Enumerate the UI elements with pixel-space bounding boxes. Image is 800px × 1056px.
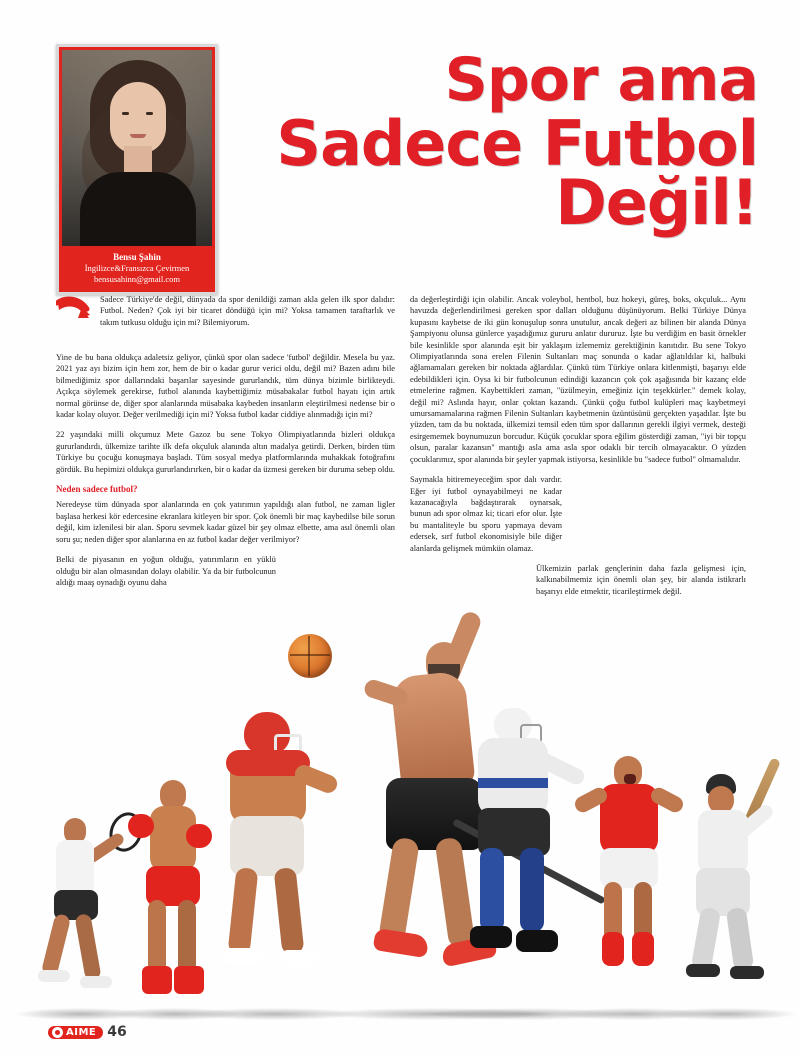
- author-block: [56, 44, 218, 295]
- title-line-2: Sadece Futbol Değil!: [276, 106, 758, 240]
- author-photo: [62, 50, 212, 246]
- paragraph: Sadece Türkiye'de değil, dünyada da spor denildiği zaman akla gelen ilk spor dalıdır: Futbol. Neden? Çok iyi bir ticaret döndüğü için mi? Yoksa tamamen taraftarlık ve takım tutkusu olduğu için mi? Bilemiyorum.: [100, 295, 395, 327]
- title-line-1: Spor ama: [444, 45, 758, 115]
- article-right-column: [410, 294, 746, 606]
- american-football-player-figure: [196, 712, 346, 1012]
- paragraph: Ülkemizin parlak gençlerinin daha fazla gelişmesi için, kalkınabilmemiz için önemli olan şey, bir alanda istikrarlı başarıyı elde etmektir, ticarileştirmek değil.: [536, 563, 746, 596]
- boxer-figure: [120, 780, 228, 1010]
- basketball-icon: [288, 634, 332, 678]
- paragraph: da değerleştirdiği için olabilir. Ancak voleybol, hentbol, buz hokeyi, güreş, boks, okçuluk... Aynı havuzda değerlendirilmesi gereken spor dalları olduğunu düşünüyorum. Belki Türkiye Dünya kupasını kaybetse de iki gün konuşulup sonra unutulur, ancak değeri az bilinen bir alanda Dünya Şampiyonu olunsa günlerce yaşadığımız gururu anlatır dururuz. İşte bu verdiğim en basit örnekler bile kesinlikle spor alanında eşit bir yaklaşım izlememiz gerektiğinin kanıtıdır. Bu sene Tokyo Olimpiyatlarında sona erelen Filenin Sultanları maç sonunda o kadar ağlatıldılar ki, halbuki ağlamamaları gereken bir noktada ağlardılar. Çünkü tüm Türkiye onlara kitlenmişti, başarıyı elde edebildikleri için. Oysa ki bir futbolcunun edindiği kazancın çok çok aşağısında bir kazanç elde etmelerine rağmen. Kaybettikleri zaman, "üzülmeyin, emeğiniz için teşekkürler." demek kolay, değil mi? Aslında hayır, onlar çoktan kazandı. Çünkü çoğu futbol kulüpleri maç kaybetmeyi umursamamalarına rağmen Filenin Sultanları kaybetmenin üzüntüsünü gerçekten yaşadılar. İşte bu yüzden, tam da bu noktada, ülkemizi temsil eden tüm spor dallarının gerekli ilgiyi vermek, desteği esirgememek boynumuzun borcudur. Küçük çocuklar spora eğilim gösterdiği zaman, "iyi bir topçu olsun, paralar kazansın" mantığı asla ama asla spor odaklı bir tercih olmayacaktır. O yüzden çocuklarımız, spor alanında bir şeyler yapmak istiyorsa, kesinlikle bu "sadece futbol" olmamalıdır.: [410, 295, 746, 464]
- author-email: bensusahinn@gmail.com: [94, 274, 180, 284]
- soccer-player-figure: [568, 756, 688, 1006]
- author-role: İngilizce&Fransızca Çevirmen: [84, 263, 190, 273]
- paragraph: Saymakla bitiremeyeceğim spor dalı vardır. Eğer iyi futbol oynayabilmeyi ne kadar kazanacağıyla bağdaştırarak oynarsak, bunun adı spor olmaz ki; ticari efor olur. İşte bu mantaliteyle bu sporu yapmaya devam edersek, sırf futbol ekonomisiyle bile diğer alanlarda gelişmek mümkün olamaz.: [410, 475, 562, 553]
- baseball-player-figure: [664, 774, 784, 1004]
- article-left-column-intro: [100, 294, 395, 337]
- paragraph: Belki de piyasanın en yoğun olduğu, yatırımların en yüklü olduğu bir alan olmasından dolayı olabilir. Ya da bir futbolcunun aldığı maaş oynadığı oyunu daha: [56, 555, 276, 587]
- arrow-right-icon: [56, 296, 90, 326]
- page-footer: [48, 1024, 127, 1040]
- paragraph: Yine de bu bana oldukça adaletsiz geliyor, çünkü spor olan sadece 'futbol' değildir. Mesela bu yaz. 2021 yaz ayı bizim için hem zor, hem de bir o kadar gurur verici oldu, değil mi? Bazen adını bile bilmediğimiz spor dallarındaki başarılar sayesinde gururlandık, tüm dünya bizimle birlikteydi. Açıkça söylemek gerekirse, futbol alanında kaybettiğimiz müsabakalar futbol hayatı için artık normal görünse de, diğer spor alanlarında müsabaka kaybeden insanların eleştirilmesi nedense bir o kadar kolay oluyor. Değer verilmediği için mi? Yoksa futbol kadar ciddiye alınmadığı için mi?: [56, 353, 395, 420]
- tennis-player-figure: [22, 818, 132, 1008]
- hockey-player-figure: [436, 708, 606, 1008]
- author-caption: [59, 246, 215, 292]
- athlete-montage-image: [0, 556, 800, 1056]
- section-subhead: Neden sadece futbol?: [56, 484, 138, 495]
- page-title: [238, 45, 758, 240]
- logo-circle-icon: [52, 1027, 63, 1038]
- page-number: 46: [107, 1024, 127, 1040]
- author-name: Bensu Şahin: [113, 252, 161, 262]
- paragraph: 22 yaşındaki milli okçumuz Mete Gazoz bu sene Tokyo Olimpiyatlarında bizleri oldukça gururlandırdı, ülkemize tarihte ilk defa okçuluk alanında altın madalya getirdi. Derken, birden tüm Türkiye bu çocuğu konuşmaya başladı. Tüm sosyal medya platformlarında muhakkak fotoğrafını gördük. Bu hepimizi oldukça gururlandırırken, bir o kadar da üzmesi gereken bir duruma sebep oldu.: [56, 430, 395, 474]
- brand-logo: [48, 1026, 103, 1039]
- article-left-column: [56, 352, 395, 597]
- brand-name: AIME: [66, 1026, 97, 1038]
- basketball-player-figure: [330, 588, 540, 1018]
- paragraph: Neredeyse tüm dünyada spor alanlarında en çok yatırımın yapıldığı alan futbol, ne zaman ligler başlasa herkesi kör edercesine ekranlara kitleyen bir spor. Çok önemli bir maç kaybedilse bile sorun değil, kim izlenilesi bir alan. Sporu sevmek kadar güzel bir şey olmaz elbette, ama asıl önemli olan soru şu; neden diğer spor alanlarına en az futbol kadar değer verilmiyor?: [56, 500, 395, 544]
